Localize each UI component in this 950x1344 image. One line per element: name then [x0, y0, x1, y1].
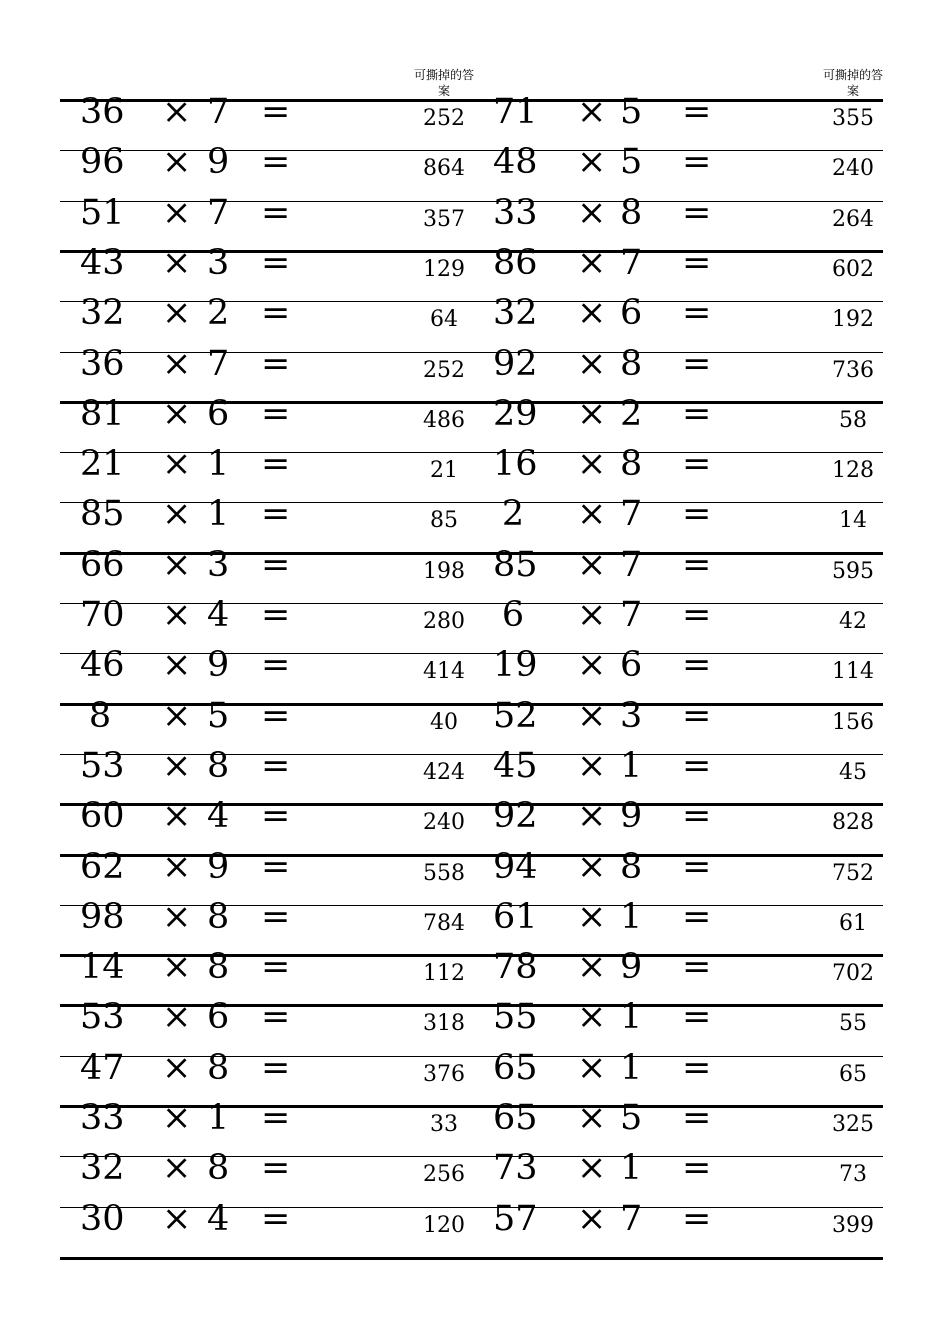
right-answer: 58 [839, 407, 867, 433]
left-equals-sign: = [261, 142, 291, 183]
left-times-sign: × [162, 695, 192, 736]
left-multiplier: 8 [207, 745, 230, 786]
right-times-sign: × [577, 1148, 607, 1189]
left-multiplier: 4 [207, 796, 230, 837]
left-multiplicand: 96 [80, 142, 125, 183]
left-multiplicand: 43 [80, 242, 125, 283]
left-multiplicand: 66 [80, 544, 125, 585]
right-multiplier: 9 [620, 796, 643, 837]
problem-row [0, 92, 950, 150]
right-answer: 45 [839, 759, 867, 785]
left-answer: 112 [423, 961, 465, 987]
right-answer: 55 [839, 1011, 867, 1037]
left-equals-sign: = [261, 997, 291, 1038]
left-times-sign: × [162, 745, 192, 786]
right-times-sign: × [577, 1198, 607, 1239]
right-multiplicand: 71 [493, 92, 538, 132]
problem-row [0, 1148, 950, 1206]
left-times-sign: × [162, 1047, 192, 1088]
left-answer: 33 [430, 1112, 458, 1137]
left-multiplier: 1 [207, 494, 230, 535]
right-times-sign: × [577, 343, 607, 384]
left-equals-sign: = [261, 846, 291, 887]
left-equals-sign: = [261, 1047, 291, 1088]
left-multiplier: 3 [207, 544, 230, 585]
left-equals-sign: = [261, 544, 291, 585]
right-multiplicand: 65 [493, 1047, 538, 1088]
right-multiplicand: 29 [493, 393, 538, 434]
right-multiplier: 1 [620, 1148, 643, 1189]
right-answer: 128 [832, 458, 874, 484]
left-multiplicand: 36 [80, 343, 125, 384]
right-multiplicand: 86 [493, 242, 538, 283]
left-times-sign: × [162, 92, 192, 132]
right-multiplier: 7 [620, 595, 643, 635]
right-multiplier: 2 [620, 393, 643, 434]
problem-row [0, 997, 950, 1055]
right-multiplier: 9 [620, 947, 643, 988]
left-times-sign: × [162, 393, 192, 434]
left-times-sign: × [162, 192, 192, 233]
right-multiplier: 8 [620, 846, 643, 887]
right-answer: 325 [832, 1112, 874, 1137]
left-answer: 85 [430, 508, 458, 534]
left-equals-sign: = [261, 1098, 291, 1138]
problem-row [0, 494, 950, 552]
right-equals-sign: = [682, 846, 712, 887]
answer-column-note-left: 可撕掉的答案 [414, 68, 475, 98]
right-times-sign: × [577, 242, 607, 283]
left-times-sign: × [162, 142, 192, 183]
left-equals-sign: = [261, 896, 291, 937]
left-equals-sign: = [261, 796, 291, 837]
left-multiplicand: 51 [80, 192, 125, 233]
right-equals-sign: = [682, 544, 712, 585]
left-multiplier: 8 [207, 1148, 230, 1189]
left-multiplier: 9 [207, 846, 230, 887]
left-equals-sign: = [261, 1198, 291, 1239]
right-multiplier: 8 [620, 444, 643, 485]
right-times-sign: × [577, 293, 607, 334]
right-equals-sign: = [682, 695, 712, 736]
left-multiplier: 8 [207, 1047, 230, 1088]
left-answer: 120 [423, 1212, 465, 1238]
left-multiplicand: 53 [80, 997, 125, 1038]
left-equals-sign: = [261, 444, 291, 485]
left-multiplier: 4 [207, 595, 230, 635]
left-multiplicand: 8 [88, 695, 112, 736]
left-equals-sign: = [261, 242, 291, 283]
right-equals-sign: = [682, 393, 712, 434]
right-equals-sign: = [682, 343, 712, 384]
right-multiplicand: 92 [493, 343, 538, 384]
right-times-sign: × [577, 92, 607, 132]
right-answer: 595 [832, 558, 874, 584]
left-multiplier: 7 [207, 192, 230, 233]
right-multiplier: 5 [620, 142, 643, 183]
left-answer: 486 [423, 407, 465, 433]
problem-row [0, 343, 950, 402]
problem-row [0, 695, 950, 754]
right-multiplicand: 55 [493, 997, 538, 1038]
right-multiplier: 8 [620, 192, 643, 233]
left-multiplier: 9 [207, 142, 230, 183]
right-equals-sign: = [682, 1098, 712, 1138]
left-times-sign: × [162, 494, 192, 535]
left-equals-sign: = [261, 745, 291, 786]
left-times-sign: × [162, 645, 192, 686]
right-times-sign: × [577, 745, 607, 786]
right-times-sign: × [577, 796, 607, 837]
left-multiplicand: 62 [80, 846, 125, 887]
right-equals-sign: = [682, 444, 712, 485]
left-multiplier: 6 [207, 393, 230, 434]
right-equals-sign: = [682, 1148, 712, 1189]
left-answer: 256 [423, 1162, 465, 1188]
left-answer: 318 [423, 1011, 465, 1037]
left-answer: 198 [423, 558, 465, 584]
left-equals-sign: = [261, 494, 291, 535]
left-multiplicand: 21 [80, 444, 125, 485]
left-equals-sign: = [261, 595, 291, 635]
left-multiplicand: 33 [80, 1098, 125, 1138]
left-answer: 252 [423, 106, 465, 131]
left-times-sign: × [162, 444, 192, 485]
right-multiplicand: 6 [501, 595, 525, 635]
right-multiplier: 8 [620, 343, 643, 384]
answer-column-note-right: 可撕掉的答案 [823, 68, 884, 98]
left-answer: 414 [423, 659, 465, 685]
left-multiplicand: 81 [80, 393, 125, 434]
right-times-sign: × [577, 192, 607, 233]
right-multiplier: 6 [620, 645, 643, 686]
right-answer: 602 [832, 256, 874, 282]
left-times-sign: × [162, 1198, 192, 1239]
right-multiplicand: 85 [493, 544, 538, 585]
problem-row [0, 1047, 950, 1106]
left-multiplier: 6 [207, 997, 230, 1038]
right-multiplicand: 19 [493, 645, 538, 686]
right-times-sign: × [577, 1098, 607, 1138]
right-multiplier: 1 [620, 997, 643, 1038]
right-equals-sign: = [682, 1198, 712, 1239]
left-times-sign: × [162, 947, 192, 988]
right-multiplicand: 78 [493, 947, 538, 988]
left-answer: 424 [423, 759, 465, 785]
left-answer: 864 [423, 156, 465, 182]
right-multiplier: 7 [620, 1198, 643, 1239]
right-multiplier: 5 [620, 1098, 643, 1138]
left-multiplicand: 46 [80, 645, 125, 686]
left-answer: 240 [423, 810, 465, 836]
problem-row [0, 293, 950, 351]
left-times-sign: × [162, 242, 192, 283]
problem-row [0, 1198, 950, 1257]
left-multiplier: 5 [207, 695, 230, 736]
left-times-sign: × [162, 896, 192, 937]
right-multiplier: 7 [620, 494, 643, 535]
right-times-sign: × [577, 494, 607, 535]
right-multiplicand: 16 [493, 444, 538, 485]
left-multiplier: 1 [207, 1098, 230, 1138]
right-equals-sign: = [682, 997, 712, 1038]
left-times-sign: × [162, 293, 192, 334]
left-equals-sign: = [261, 293, 291, 334]
problem-row [0, 242, 950, 301]
right-multiplicand: 33 [493, 192, 538, 233]
right-multiplicand: 32 [493, 293, 538, 334]
right-answer: 736 [832, 357, 874, 383]
right-times-sign: × [577, 896, 607, 937]
right-multiplicand: 2 [501, 494, 525, 535]
right-times-sign: × [577, 695, 607, 736]
problem-row [0, 444, 950, 502]
left-multiplicand: 36 [80, 92, 125, 132]
left-multiplicand: 85 [80, 494, 125, 535]
left-equals-sign: = [261, 192, 291, 233]
left-multiplicand: 47 [80, 1047, 125, 1088]
left-answer: 252 [423, 357, 465, 383]
right-answer: 14 [839, 508, 867, 534]
left-answer: 64 [430, 307, 458, 333]
left-answer: 376 [423, 1061, 465, 1087]
right-answer: 828 [832, 810, 874, 836]
right-times-sign: × [577, 595, 607, 635]
left-times-sign: × [162, 846, 192, 887]
left-times-sign: × [162, 595, 192, 635]
left-multiplicand: 60 [80, 796, 125, 837]
left-multiplicand: 14 [80, 947, 125, 988]
left-multiplicand: 32 [80, 1148, 125, 1189]
left-answer: 784 [423, 910, 465, 936]
right-times-sign: × [577, 544, 607, 585]
right-multiplicand: 45 [493, 745, 538, 786]
right-equals-sign: = [682, 293, 712, 334]
problem-row [0, 846, 950, 905]
left-multiplier: 1 [207, 444, 230, 485]
right-equals-sign: = [682, 595, 712, 635]
right-equals-sign: = [682, 947, 712, 988]
right-answer: 156 [832, 709, 874, 735]
left-multiplier: 7 [207, 92, 230, 132]
problem-row [0, 947, 950, 1005]
left-times-sign: × [162, 1148, 192, 1189]
left-times-sign: × [162, 544, 192, 585]
left-equals-sign: = [261, 695, 291, 736]
right-equals-sign: = [682, 494, 712, 535]
problem-row [0, 192, 950, 251]
right-answer: 264 [832, 206, 874, 232]
problem-row [0, 595, 950, 653]
right-answer: 355 [832, 106, 874, 131]
problem-row [0, 796, 950, 854]
left-equals-sign: = [261, 92, 291, 132]
left-answer: 129 [423, 256, 465, 282]
left-times-sign: × [162, 343, 192, 384]
left-multiplier: 9 [207, 645, 230, 686]
left-equals-sign: = [261, 393, 291, 434]
left-answer: 21 [430, 458, 458, 484]
right-times-sign: × [577, 444, 607, 485]
right-equals-sign: = [682, 242, 712, 283]
right-answer: 192 [832, 307, 874, 333]
right-multiplicand: 48 [493, 142, 538, 183]
right-multiplicand: 61 [493, 896, 538, 937]
right-equals-sign: = [682, 645, 712, 686]
right-multiplier: 1 [620, 1047, 643, 1088]
left-equals-sign: = [261, 645, 291, 686]
right-answer: 240 [832, 156, 874, 182]
right-times-sign: × [577, 142, 607, 183]
right-answer: 73 [839, 1162, 867, 1188]
right-answer: 702 [832, 961, 874, 987]
right-equals-sign: = [682, 745, 712, 786]
problem-row [0, 745, 950, 804]
right-multiplier: 6 [620, 293, 643, 334]
right-multiplier: 1 [620, 896, 643, 937]
right-times-sign: × [577, 997, 607, 1038]
left-multiplier: 3 [207, 242, 230, 283]
right-multiplier: 7 [620, 242, 643, 283]
left-times-sign: × [162, 997, 192, 1038]
problem-row [0, 544, 950, 603]
right-equals-sign: = [682, 92, 712, 132]
left-answer: 280 [423, 609, 465, 634]
right-answer: 752 [832, 860, 874, 886]
left-times-sign: × [162, 1098, 192, 1138]
left-answer: 558 [423, 860, 465, 886]
right-answer: 399 [832, 1212, 874, 1238]
right-multiplier: 7 [620, 544, 643, 585]
left-equals-sign: = [261, 947, 291, 988]
right-multiplicand: 94 [493, 846, 538, 887]
left-multiplier: 8 [207, 896, 230, 937]
right-answer: 42 [839, 609, 867, 634]
right-answer: 61 [839, 910, 867, 936]
right-multiplicand: 92 [493, 796, 538, 837]
bottom-rule [60, 1257, 883, 1260]
right-equals-sign: = [682, 1047, 712, 1088]
right-times-sign: × [577, 846, 607, 887]
right-times-sign: × [577, 393, 607, 434]
left-multiplicand: 70 [80, 595, 125, 635]
right-multiplicand: 73 [493, 1148, 538, 1189]
problem-row [0, 645, 950, 703]
left-multiplier: 7 [207, 343, 230, 384]
left-equals-sign: = [261, 1148, 291, 1189]
right-equals-sign: = [682, 192, 712, 233]
right-answer: 114 [832, 659, 874, 685]
left-multiplier: 8 [207, 947, 230, 988]
left-multiplier: 2 [207, 293, 230, 334]
right-times-sign: × [577, 645, 607, 686]
right-multiplicand: 65 [493, 1098, 538, 1138]
left-equals-sign: = [261, 343, 291, 384]
left-answer: 40 [430, 709, 458, 735]
problem-row [0, 142, 950, 200]
left-multiplicand: 32 [80, 293, 125, 334]
left-multiplicand: 98 [80, 896, 125, 937]
left-multiplier: 4 [207, 1198, 230, 1239]
left-answer: 357 [423, 206, 465, 232]
right-times-sign: × [577, 1047, 607, 1088]
right-equals-sign: = [682, 896, 712, 937]
right-equals-sign: = [682, 796, 712, 837]
right-equals-sign: = [682, 142, 712, 183]
problem-row [0, 896, 950, 955]
left-multiplicand: 30 [80, 1198, 125, 1239]
left-multiplicand: 53 [80, 745, 125, 786]
right-times-sign: × [577, 947, 607, 988]
right-multiplier: 1 [620, 745, 643, 786]
right-multiplicand: 52 [493, 695, 538, 736]
left-times-sign: × [162, 796, 192, 837]
problem-row [0, 1098, 950, 1156]
right-multiplier: 5 [620, 92, 643, 132]
right-multiplicand: 57 [493, 1198, 538, 1239]
right-answer: 65 [839, 1061, 867, 1087]
right-multiplier: 3 [620, 695, 643, 736]
problem-row [0, 393, 950, 452]
